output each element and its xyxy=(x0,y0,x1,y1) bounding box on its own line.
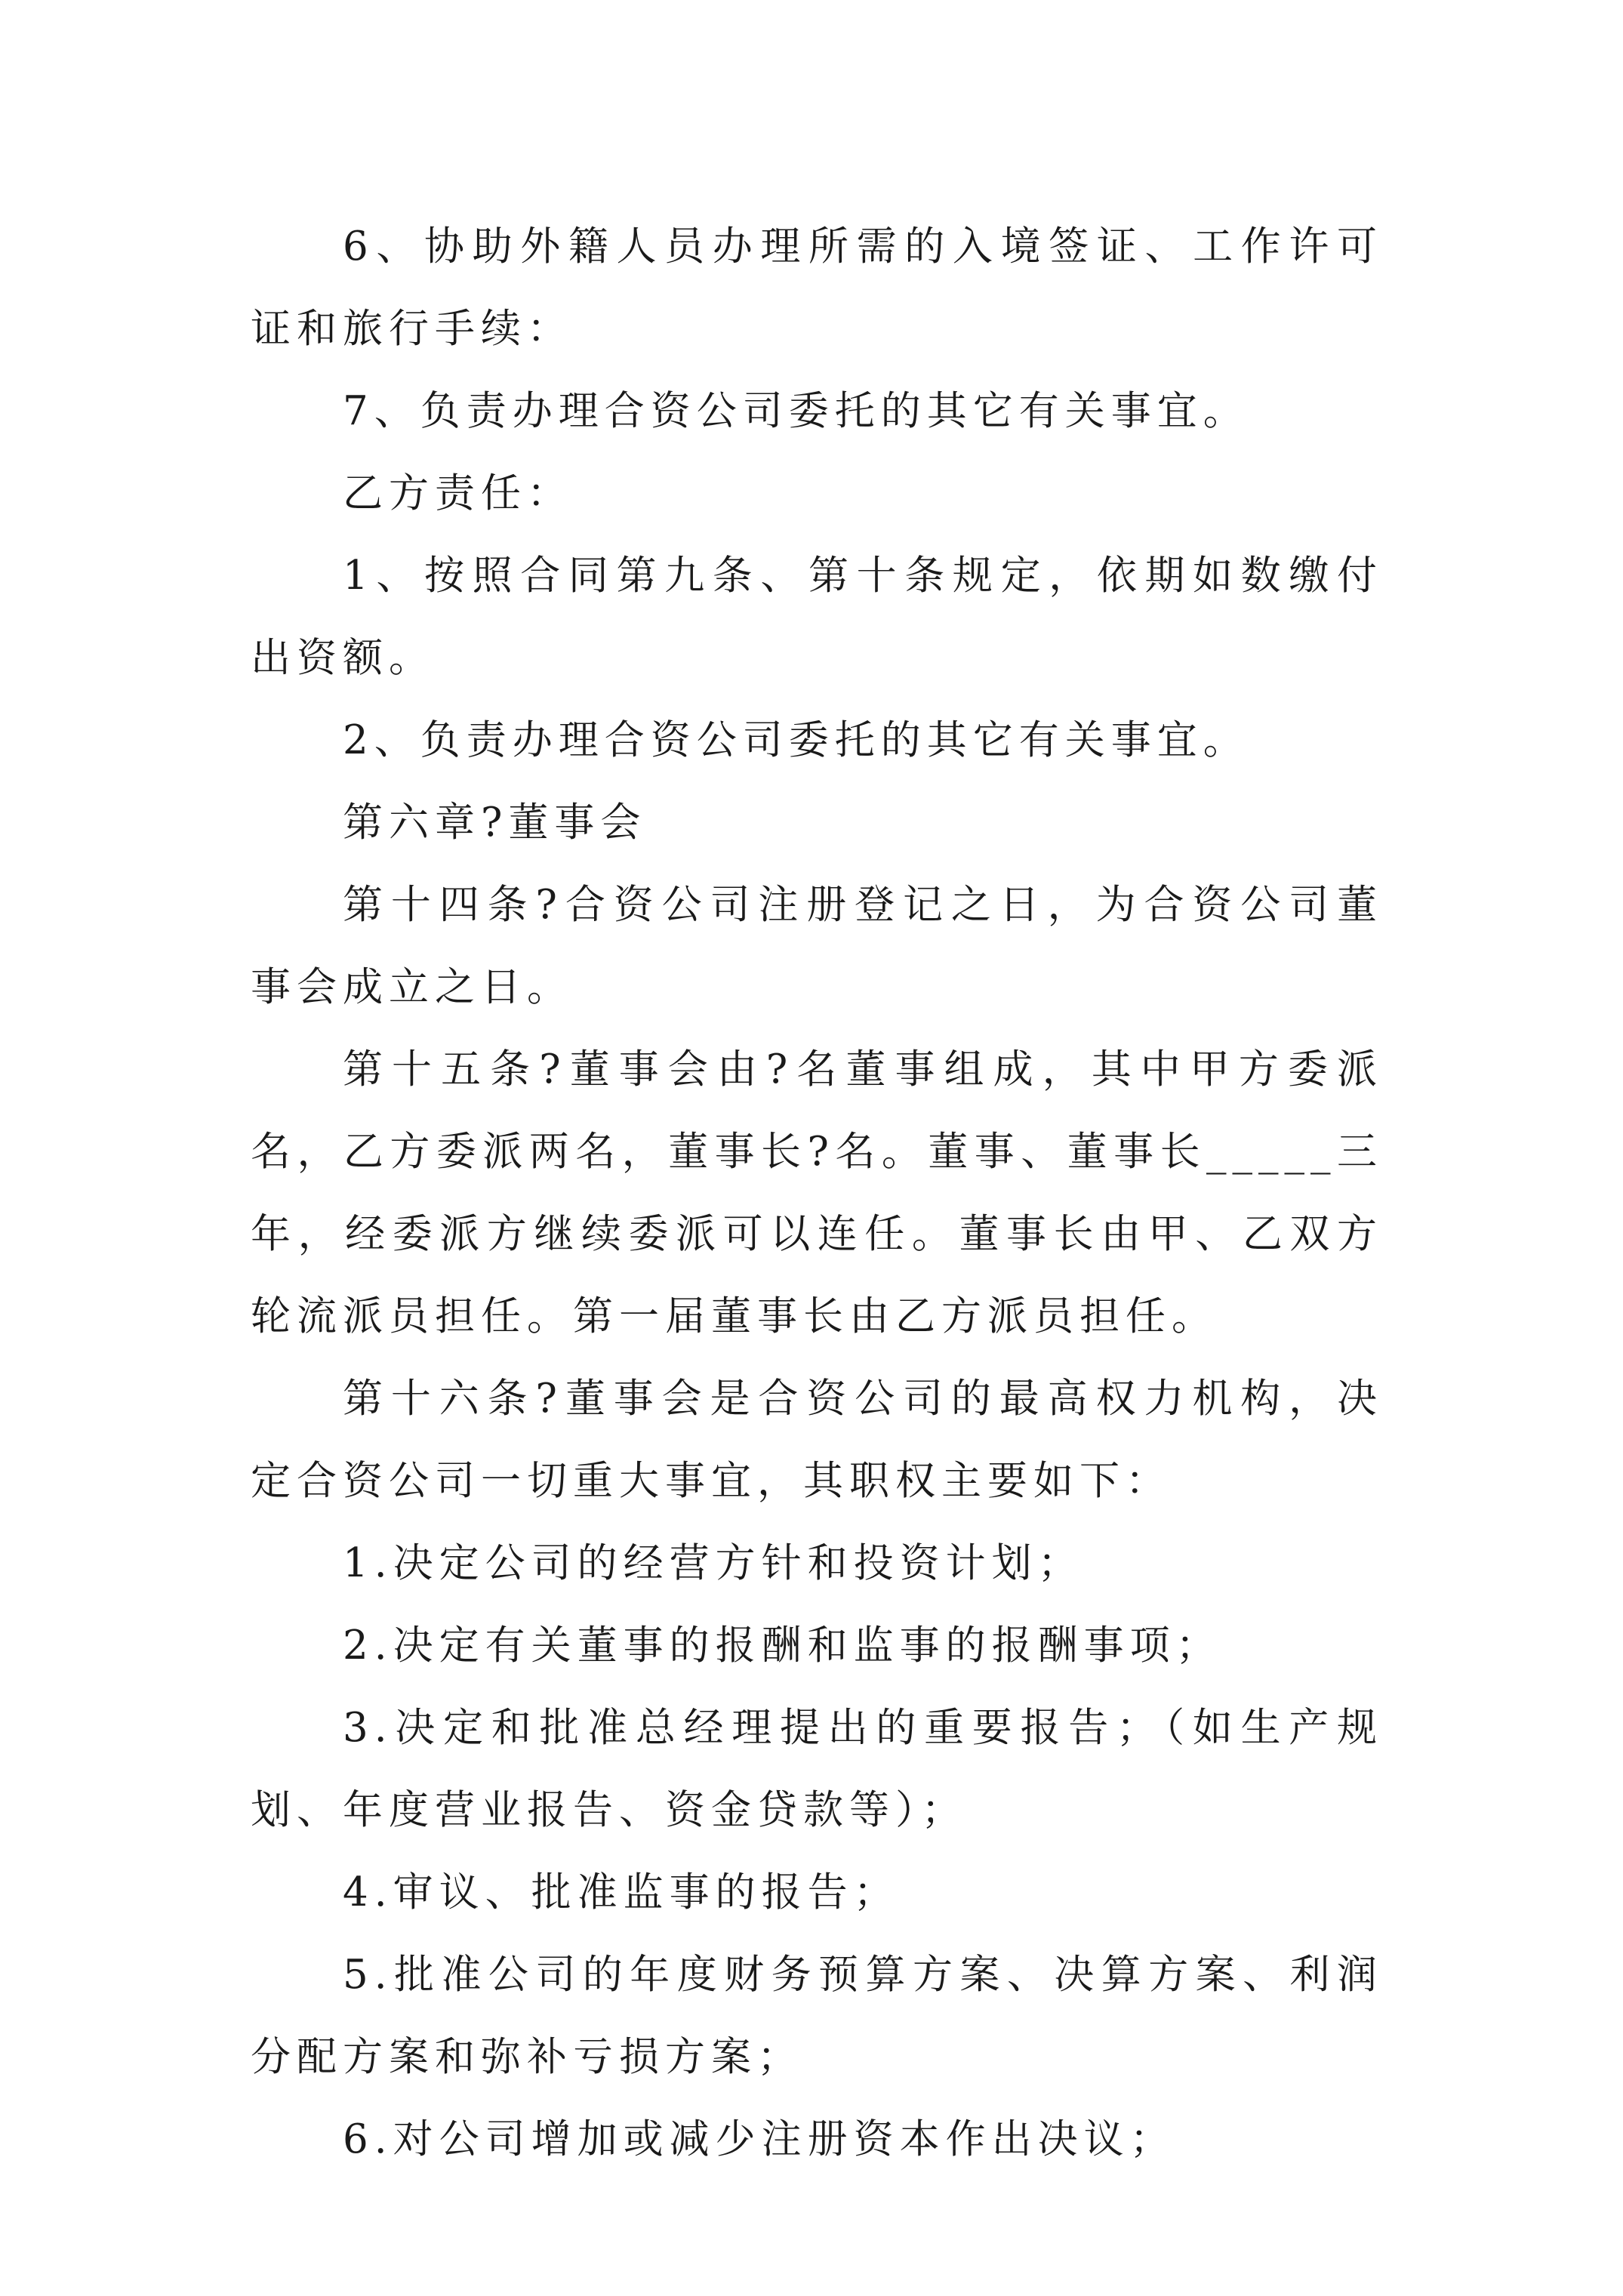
paragraph-other-matters-b: 2、负责办理合资公司委托的其它有关事宜。 xyxy=(343,717,1249,763)
article-14: 第十四条?合资公司注册登记之日，为合资公司董事会成立之日。 xyxy=(251,882,1383,1010)
paragraph-capital-contribution: 1、按照合同第九条、第十条规定，依期如数缴付出资额。 xyxy=(251,553,1383,681)
article-15: 第十五条?董事会由?名董事组成，其中甲方委派名，乙方委派两名，董事长?名。董事、董事长_____三年，经委派方继续委派可以连任。董事长由甲、乙双方轮流派员担任。第一届董事长由乙方派员担任。 xyxy=(251,1046,1383,1339)
paragraph-visa-assistance: 6、协助外籍人员办理所需的入境签证、工作许可证和旅行手续： xyxy=(251,223,1383,352)
document-body xyxy=(251,205,1383,2180)
paragraph-party-b-heading: 乙方责任： xyxy=(343,470,573,516)
board-power-4: 4.审议、批准监事的报告； xyxy=(343,1869,900,1915)
board-power-1: 1.决定公司的经营方针和投资计划； xyxy=(343,1540,1084,1586)
paragraph-other-matters-a: 7、负责办理合资公司委托的其它有关事宜。 xyxy=(343,388,1249,434)
board-power-6: 6.对公司增加或减少注册资本作出决议； xyxy=(343,2116,1176,2162)
board-power-3: 3.决定和批准总经理提出的重要报告；（如生产规划、年度营业报告、资金贷款等）； xyxy=(251,1705,1383,1833)
chapter-heading-board: 第六章?董事会 xyxy=(343,800,647,846)
board-power-5: 5.批准公司的年度财务预算方案、决算方案、利润分配方案和弥补亏损方案； xyxy=(251,1952,1383,2080)
board-power-2: 2.决定有关董事的报酬和监事的报酬事项； xyxy=(343,1623,1222,1669)
article-16: 第十六条?董事会是合资公司的最高权力机构，决定合资公司一切重大事宜，其职权主要如下： xyxy=(251,1376,1383,1504)
